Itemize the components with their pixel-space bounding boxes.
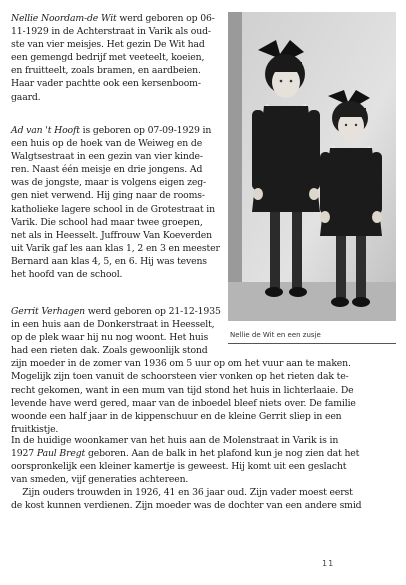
line-text: had een rieten dak. Zoals gewoonlijk stond xyxy=(11,345,208,357)
line-text: uit Varik gaf les aan klas 1, 2 en 3 en meester xyxy=(11,242,220,254)
line-text: In de huidige woonkamer van het huis aan de Molenstraat in Varik is in xyxy=(11,435,339,446)
line-text: van smeden, vijf generaties achtereen. xyxy=(11,474,189,486)
line-text: ren. Naast één meisje en drie jongens. Ad xyxy=(11,164,203,176)
text-line xyxy=(11,434,361,447)
person-name: Nellie Noordam-de Wit xyxy=(11,13,117,24)
text-line xyxy=(11,499,361,512)
line-text: 11-1929 in de Achterstraat in Varik als oud- xyxy=(11,26,211,38)
line-text: gaard. xyxy=(11,91,41,103)
line-text: in een huis aan de Donkerstraat in Heesselt, xyxy=(11,319,215,331)
line-text: Bernard aan klas 4, 5, en 6. Hij was tevens xyxy=(11,255,207,267)
photo-illustration xyxy=(228,12,396,321)
text-line xyxy=(11,268,220,281)
text-line xyxy=(11,176,220,189)
text-line xyxy=(11,447,361,460)
person-name: Paul Bregt xyxy=(36,448,86,460)
paragraph-gerrit xyxy=(11,305,356,436)
text-line xyxy=(11,242,220,255)
paragraph-paul xyxy=(11,434,361,513)
person-name: Ad van 't Hooft xyxy=(11,125,80,136)
line-text: is geboren op 07-09-1929 in xyxy=(79,125,212,136)
text-line xyxy=(11,357,356,370)
text-line xyxy=(11,51,215,64)
text-line xyxy=(11,203,220,216)
text-line xyxy=(11,397,356,410)
line-text: fruitkistje. xyxy=(11,423,59,435)
text-line xyxy=(11,189,220,202)
line-text: ste van vier meisjes. Het gezin De Wit had xyxy=(11,39,205,51)
text-line xyxy=(11,91,215,104)
line-text: geboren. Aan de balk in het plafond kun je nog zien dat het xyxy=(85,448,360,460)
line-text: Walgtsestraat in een gezin van vier kinde- xyxy=(11,151,203,163)
paragraph-ad xyxy=(11,124,220,281)
line-text: zijn moeder in de zomer van 1936 om 5 uur op om het vuur aan te maken. xyxy=(11,358,351,370)
line-text: recht gekomen, want in een mum van tijd stond het huis in lichterlaaie. De xyxy=(11,384,354,396)
line-text: werd geboren op 21-12-1935 xyxy=(85,306,221,317)
text-line xyxy=(11,410,356,423)
line-text: gen niet verwend. Hij ging naar de rooms- xyxy=(11,190,205,202)
line-text: het hoofd van de school. xyxy=(11,269,123,281)
line-text: op de plek waar hij nu nog woont. Het huis xyxy=(11,332,209,344)
photo-two-girls xyxy=(228,12,396,321)
line-text: levende have werd gered, maar van de inboedel bleef niets over. De familie xyxy=(11,397,356,409)
text-line xyxy=(11,163,220,176)
line-text: een huis op de hoek van de Weiweg en de xyxy=(11,138,203,150)
text-line xyxy=(11,384,356,397)
line-text: oorspronkelijk een kleiner kamertje is geweest. Hij komt uit een geslacht xyxy=(11,461,347,473)
text-line xyxy=(11,460,361,473)
text-line xyxy=(11,64,215,77)
line-text: Varik. Die school had maar twee groepen, xyxy=(11,216,203,228)
paragraph-nellie xyxy=(11,12,215,104)
line-text: katholieke lagere school in de Grotestraat in xyxy=(11,203,215,215)
text-line xyxy=(11,12,215,25)
line-text: Mogelijk zijn toen vanuit de schoorsteen vier vonken op het rieten dak te- xyxy=(11,371,349,383)
line-text: een gemengd bedrijf met veeteelt, koeien, xyxy=(11,52,205,64)
text-line xyxy=(11,473,361,486)
line-text: de kost kunnen verdienen. Zijn moeder was de dochter van een andere smid xyxy=(11,500,362,512)
line-text: net als in Heesselt. Juffrouw Van Koeverden xyxy=(11,229,212,241)
text-line xyxy=(11,150,220,163)
text-line xyxy=(11,216,220,229)
text-line xyxy=(11,38,215,51)
line-text: en fruitteelt, zoals bramen, en aardbeien. xyxy=(11,65,201,77)
text-line xyxy=(11,344,356,357)
text-line xyxy=(11,77,215,90)
page-number: 11 xyxy=(322,559,335,568)
text-line xyxy=(11,137,220,150)
text-line xyxy=(11,124,220,137)
text-line xyxy=(11,229,220,242)
line-text: woonde een half jaar in de kippenschuur en de kleine Gerrit sliep in een xyxy=(11,410,342,422)
text-line xyxy=(11,486,361,499)
text-line xyxy=(11,25,215,38)
line-text: was de jongste, maar is volgens eigen zeg- xyxy=(11,177,207,189)
photo-caption: Nellie de Wit en een zusje xyxy=(230,331,321,339)
line-text: Haar vader pachtte ook een kersenboom- xyxy=(11,78,201,90)
person-name: Gerrit Verhagen xyxy=(11,306,86,317)
text-line xyxy=(11,255,220,268)
line-text: Zijn ouders trouwden in 1926, 41 en 36 jaar oud. Zijn vader moest eerst xyxy=(11,487,353,499)
line-text: werd geboren op 06- xyxy=(116,13,215,24)
text-line xyxy=(11,370,356,383)
caption-divider xyxy=(228,343,396,344)
line-prefix: 1927 xyxy=(11,448,37,460)
